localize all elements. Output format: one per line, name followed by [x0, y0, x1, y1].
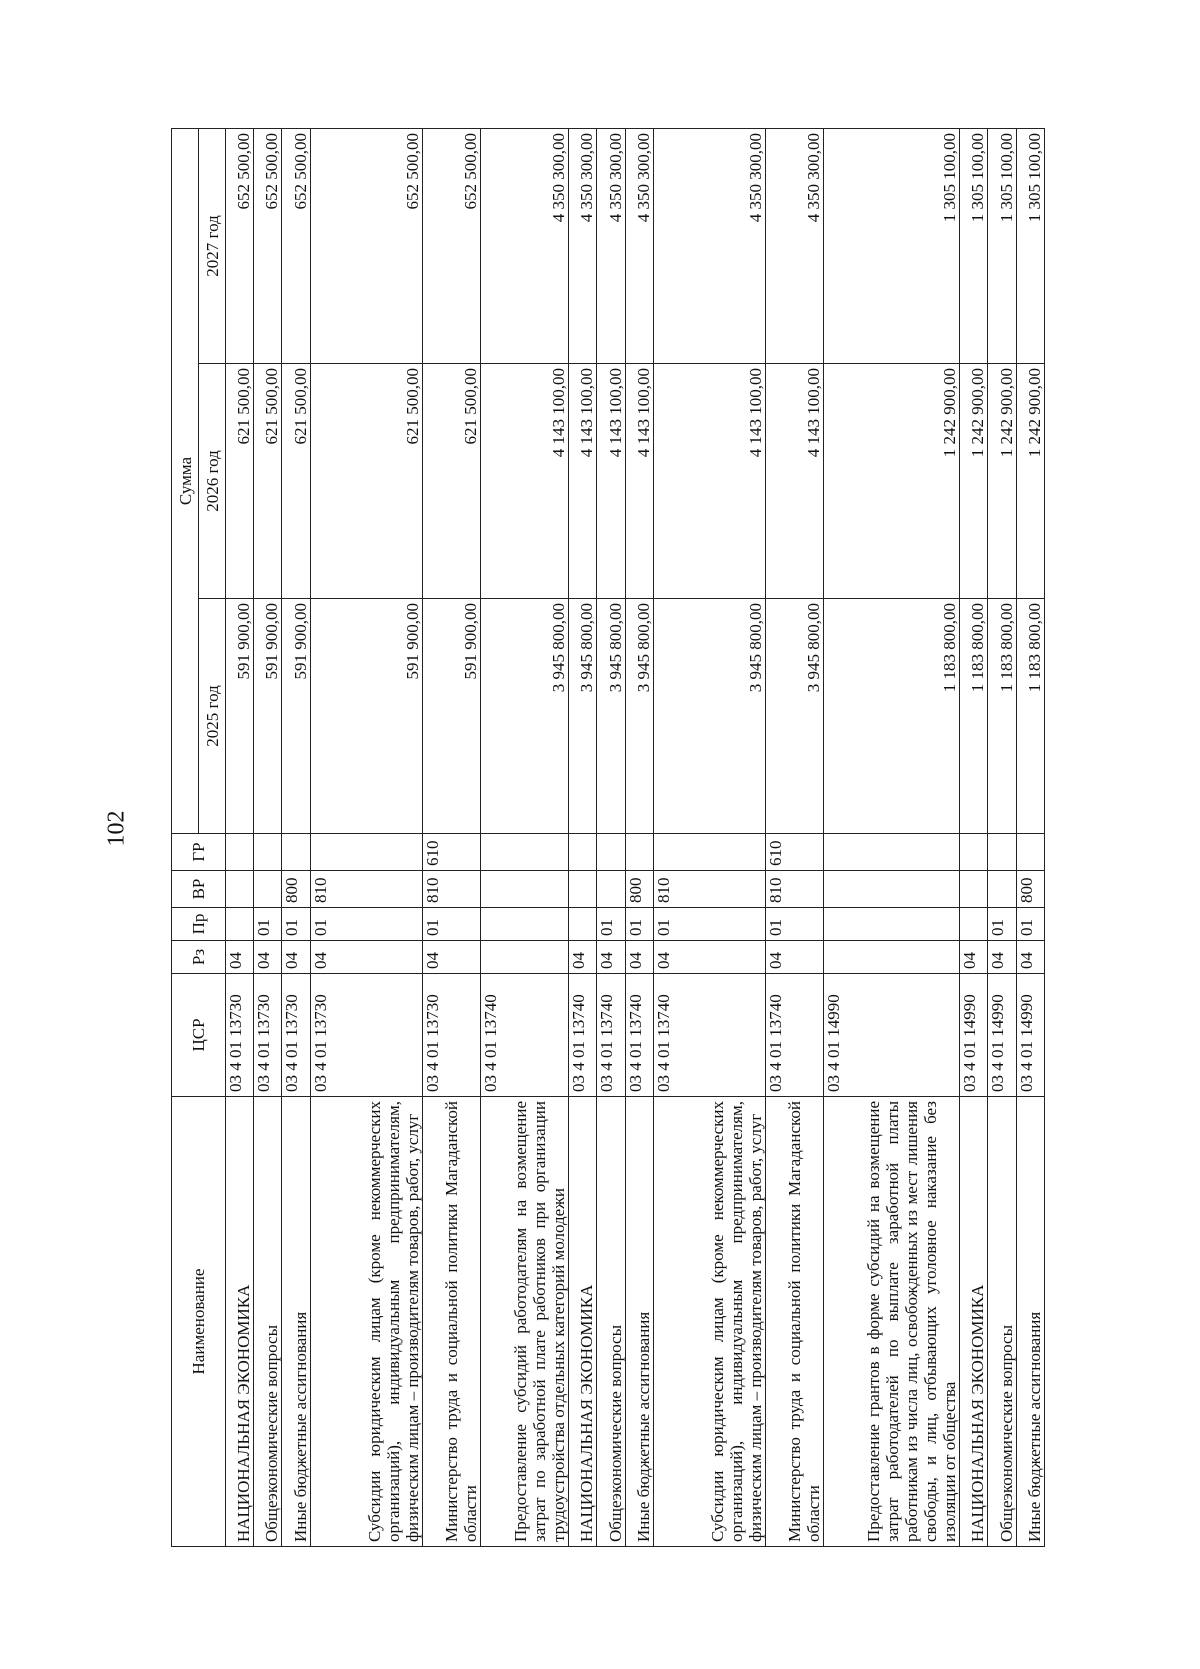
cell-vr	[481, 871, 569, 908]
cell-pr: 01	[597, 908, 625, 941]
cell-2027: 4 350 300,00	[653, 129, 765, 364]
table-row	[653, 129, 765, 1547]
cell-name: НАЦИОНАЛЬНАЯ ЭКОНОМИКА	[569, 1097, 597, 1547]
cell-vr: 800	[282, 871, 310, 908]
cell-2027: 4 350 300,00	[597, 129, 625, 364]
budget-table	[171, 128, 1045, 1547]
cell-2026: 621 500,00	[254, 364, 282, 599]
cell-name: Министерство труда и социальной политики Магаданской области	[422, 1097, 481, 1547]
header-pr: Пр	[172, 908, 226, 941]
cell-name: Субсидии юридическим лицам (кроме некоммерческих организаций), индивидуальным предпринимателям, физическим лицам – производителям товаров, работ, услуг	[653, 1097, 765, 1547]
table-row	[1016, 129, 1044, 1547]
cell-rz: 04	[422, 941, 481, 974]
cell-name: Предоставление субсидий работодателям на возмещение затрат по заработной плате работников при организации трудоустройства отдельных категорий молодежи	[481, 1097, 569, 1547]
cell-vr	[988, 871, 1016, 908]
cell-name: Иные бюджетные ассигнования	[625, 1097, 653, 1547]
cell-name: Общеэкономические вопросы	[597, 1097, 625, 1547]
table-row	[569, 129, 597, 1547]
header-name: Наименование	[172, 1097, 226, 1547]
cell-name: НАЦИОНАЛЬНАЯ ЭКОНОМИКА	[960, 1097, 988, 1547]
cell-name: Иные бюджетные ассигнования	[282, 1097, 310, 1547]
cell-rz: 04	[226, 941, 254, 974]
header-rz: Рз	[172, 941, 226, 974]
cell-csr: 03 4 01 14990	[988, 974, 1016, 1097]
cell-2026: 621 500,00	[422, 364, 481, 599]
cell-csr: 03 4 01 13740	[625, 974, 653, 1097]
cell-2026: 4 143 100,00	[765, 364, 824, 599]
cell-rz: 04	[765, 941, 824, 974]
cell-vr: 810	[765, 871, 824, 908]
cell-pr: 01	[765, 908, 824, 941]
cell-csr: 03 4 01 13730	[310, 974, 422, 1097]
cell-2026: 4 143 100,00	[481, 364, 569, 599]
cell-2025: 591 900,00	[254, 599, 282, 834]
table-row	[625, 129, 653, 1547]
cell-csr: 03 4 01 13730	[422, 974, 481, 1097]
cell-rz: 04	[597, 941, 625, 974]
cell-2026: 1 242 900,00	[824, 364, 960, 599]
page-number: 102	[103, 810, 130, 847]
cell-name: Министерство труда и социальной политики Магаданской области	[765, 1097, 824, 1547]
cell-csr: 03 4 01 13740	[481, 974, 569, 1097]
cell-csr: 03 4 01 14990	[960, 974, 988, 1097]
cell-pr: 01	[254, 908, 282, 941]
cell-pr	[226, 908, 254, 941]
cell-2027: 4 350 300,00	[481, 129, 569, 364]
cell-2025: 3 945 800,00	[653, 599, 765, 834]
cell-2026: 621 500,00	[282, 364, 310, 599]
cell-gr	[824, 834, 960, 871]
cell-2027: 1 305 100,00	[960, 129, 988, 364]
cell-vr: 810	[310, 871, 422, 908]
cell-2026: 4 143 100,00	[625, 364, 653, 599]
cell-vr	[824, 871, 960, 908]
cell-csr: 03 4 01 13740	[765, 974, 824, 1097]
table-row	[254, 129, 282, 1547]
cell-csr: 03 4 01 13740	[597, 974, 625, 1097]
cell-2025: 591 900,00	[310, 599, 422, 834]
cell-2027: 1 305 100,00	[1016, 129, 1044, 364]
cell-2025: 1 183 800,00	[824, 599, 960, 834]
cell-gr	[310, 834, 422, 871]
cell-2026: 621 500,00	[310, 364, 422, 599]
cell-2025: 591 900,00	[226, 599, 254, 834]
cell-vr	[226, 871, 254, 908]
cell-2027: 652 500,00	[310, 129, 422, 364]
cell-rz: 04	[960, 941, 988, 974]
cell-2027: 1 305 100,00	[824, 129, 960, 364]
cell-2026: 1 242 900,00	[988, 364, 1016, 599]
cell-name: Субсидии юридическим лицам (кроме некоммерческих организаций), индивидуальным предпринимателям, физическим лицам – производителям товаров, работ, услуг	[310, 1097, 422, 1547]
cell-csr: 03 4 01 13730	[282, 974, 310, 1097]
cell-gr	[597, 834, 625, 871]
cell-gr	[960, 834, 988, 871]
cell-rz	[481, 941, 569, 974]
cell-2026: 1 242 900,00	[1016, 364, 1044, 599]
cell-2025: 3 945 800,00	[481, 599, 569, 834]
cell-gr	[226, 834, 254, 871]
cell-2027: 4 350 300,00	[625, 129, 653, 364]
cell-2027: 4 350 300,00	[569, 129, 597, 364]
cell-rz: 04	[988, 941, 1016, 974]
header-2025: 2025 год	[199, 599, 226, 834]
cell-rz	[824, 941, 960, 974]
cell-vr	[597, 871, 625, 908]
cell-2025: 1 183 800,00	[960, 599, 988, 834]
cell-rz: 04	[310, 941, 422, 974]
cell-pr: 01	[282, 908, 310, 941]
cell-2027: 652 500,00	[226, 129, 254, 364]
cell-gr	[254, 834, 282, 871]
table-row	[597, 129, 625, 1547]
cell-2027: 652 500,00	[254, 129, 282, 364]
cell-vr	[960, 871, 988, 908]
cell-gr	[481, 834, 569, 871]
cell-pr	[960, 908, 988, 941]
cell-2025: 3 945 800,00	[597, 599, 625, 834]
cell-csr: 03 4 01 13730	[226, 974, 254, 1097]
cell-2027: 652 500,00	[422, 129, 481, 364]
cell-2026: 621 500,00	[226, 364, 254, 599]
cell-pr	[569, 908, 597, 941]
table-row	[988, 129, 1016, 1547]
cell-2026: 4 143 100,00	[653, 364, 765, 599]
header-vr: ВР	[172, 871, 226, 908]
table-row	[824, 129, 960, 1547]
cell-name: Общеэкономические вопросы	[254, 1097, 282, 1547]
table-row	[960, 129, 988, 1547]
table-header	[172, 129, 226, 1547]
table-row	[310, 129, 422, 1547]
cell-gr	[988, 834, 1016, 871]
cell-rz: 04	[282, 941, 310, 974]
cell-rz: 04	[625, 941, 653, 974]
header-2027: 2027 год	[199, 129, 226, 364]
cell-csr: 03 4 01 13740	[569, 974, 597, 1097]
cell-name: Предоставление грантов в форме субсидий на возмещение затрат работодателей по выплате заработной платы работникам из числа лиц, освобожденных из мест лишения свободы, и лиц, отбывающих уголовное наказание без изоляции от общества	[824, 1097, 960, 1547]
cell-vr: 800	[1016, 871, 1044, 908]
cell-gr	[569, 834, 597, 871]
cell-csr: 03 4 01 14990	[824, 974, 960, 1097]
cell-2027: 1 305 100,00	[988, 129, 1016, 364]
table-row	[765, 129, 824, 1547]
cell-vr: 800	[625, 871, 653, 908]
cell-2026: 4 143 100,00	[569, 364, 597, 599]
cell-2025: 3 945 800,00	[625, 599, 653, 834]
table-row	[226, 129, 254, 1547]
cell-2025: 1 183 800,00	[988, 599, 1016, 834]
table-row	[481, 129, 569, 1547]
header-gr: ГР	[172, 834, 226, 871]
cell-vr: 810	[653, 871, 765, 908]
cell-name: Общеэкономические вопросы	[988, 1097, 1016, 1547]
cell-gr	[653, 834, 765, 871]
cell-gr: 610	[765, 834, 824, 871]
cell-gr	[1016, 834, 1044, 871]
cell-2026: 4 143 100,00	[597, 364, 625, 599]
header-sum: Сумма	[172, 129, 199, 834]
cell-rz: 04	[254, 941, 282, 974]
cell-csr: 03 4 01 13730	[254, 974, 282, 1097]
cell-2025: 3 945 800,00	[765, 599, 824, 834]
cell-gr: 610	[422, 834, 481, 871]
cell-pr: 01	[310, 908, 422, 941]
cell-rz: 04	[1016, 941, 1044, 974]
cell-rz: 04	[569, 941, 597, 974]
cell-vr: 810	[422, 871, 481, 908]
cell-2027: 4 350 300,00	[765, 129, 824, 364]
cell-pr: 01	[1016, 908, 1044, 941]
cell-gr	[625, 834, 653, 871]
cell-pr	[481, 908, 569, 941]
cell-name: НАЦИОНАЛЬНАЯ ЭКОНОМИКА	[226, 1097, 254, 1547]
cell-pr: 01	[625, 908, 653, 941]
table-body	[226, 129, 1045, 1547]
cell-2025: 1 183 800,00	[1016, 599, 1044, 834]
cell-gr	[282, 834, 310, 871]
cell-pr: 01	[653, 908, 765, 941]
cell-2025: 591 900,00	[422, 599, 481, 834]
table-row	[282, 129, 310, 1547]
cell-rz: 04	[653, 941, 765, 974]
cell-2025: 3 945 800,00	[569, 599, 597, 834]
cell-pr	[824, 908, 960, 941]
cell-vr	[254, 871, 282, 908]
header-2026: 2026 год	[199, 364, 226, 599]
cell-pr: 01	[988, 908, 1016, 941]
rotated-page-content	[171, 129, 1045, 1547]
cell-name: Иные бюджетные ассигнования	[1016, 1097, 1044, 1547]
header-csr: ЦСР	[172, 974, 226, 1097]
cell-pr: 01	[422, 908, 481, 941]
cell-2027: 652 500,00	[282, 129, 310, 364]
cell-csr: 03 4 01 13740	[653, 974, 765, 1097]
table-row	[422, 129, 481, 1547]
cell-2026: 1 242 900,00	[960, 364, 988, 599]
cell-csr: 03 4 01 14990	[1016, 974, 1044, 1097]
cell-2025: 591 900,00	[282, 599, 310, 834]
cell-vr	[569, 871, 597, 908]
